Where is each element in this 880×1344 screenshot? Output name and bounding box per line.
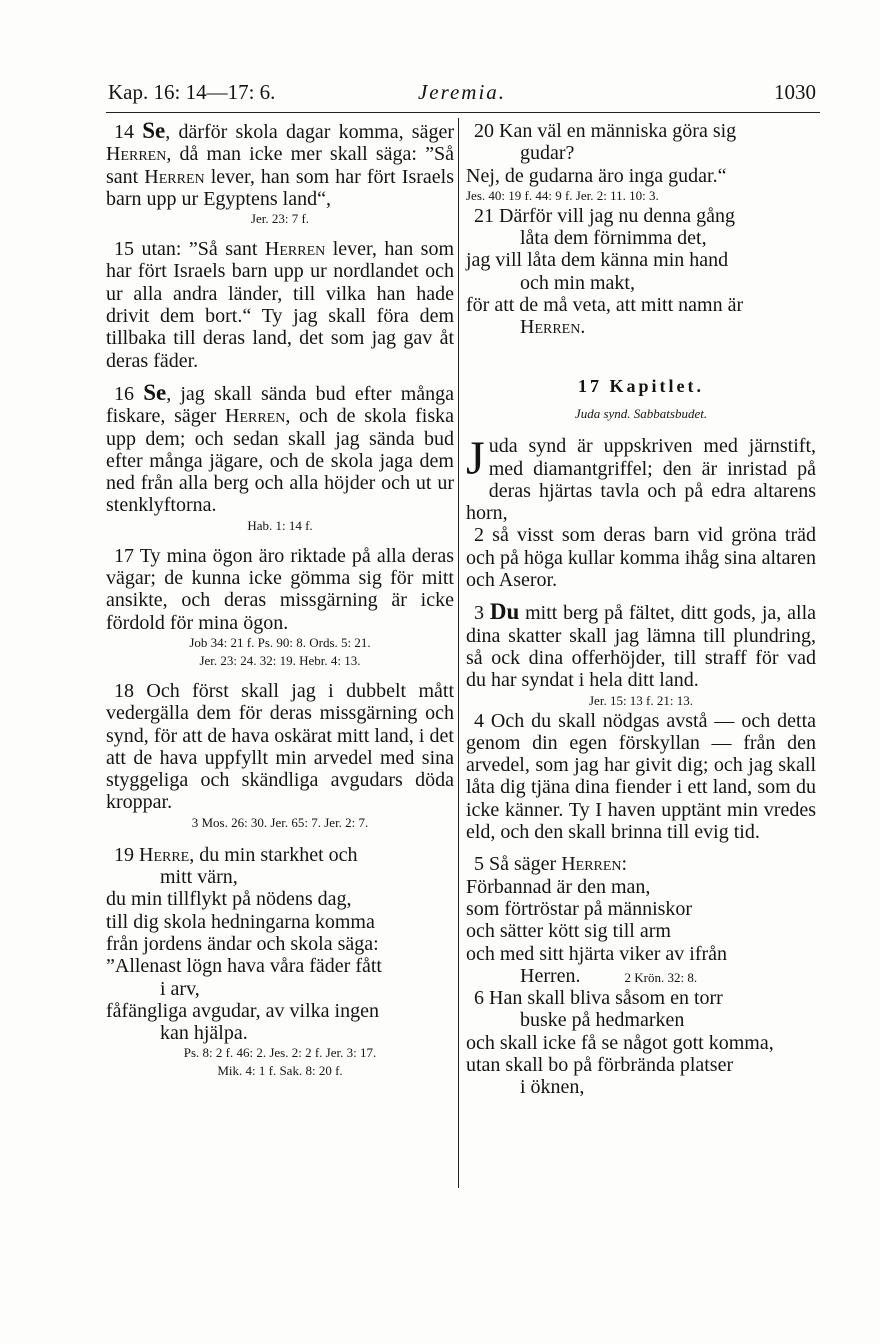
poem-line: i arv,	[160, 977, 200, 1000]
verse-19: 19 Herre, du min starkhet och mitt värn, du min tillflykt på nödens dag, till dig skola hedningarna komma från jordens ändar och skola säga: ”Allenast lögn hava våra fäder fått i arv, fåfängliga avgudar, av vilka ingen kan hjälpa.	[106, 844, 454, 1045]
verse-6: 6 Han skall bliva såsom en torr buske på hedmarken och skall icke få se något gott komma, utan skall bo på förbrända platser i öknen,	[466, 987, 774, 1099]
verse-16: 16 Se, jag skall sända bud efter många fiskare, säger Herren, och de skola fiska upp dem; och sedan skall jag sända bud efter många jägare, och de skola jaga dem ned från alla berg och alla höjder och ut ur stenklyftorna.	[106, 379, 454, 517]
poem-line: mitt värn,	[160, 866, 238, 889]
cross-reference: Hab. 1: 14 f.	[247, 517, 313, 533]
drop-cap: J	[466, 432, 485, 486]
page-header	[108, 80, 816, 110]
verse-15: 15 utan: ”Så sant Herren lever, han som har fört Israels barn upp ur nordlandet och ur alla andra länder, till vilka han hade drivit dem bort.“ Ty jag skall föra dem tillbaka till deras land, det som jag gav åt deras fäder.	[106, 238, 454, 372]
verse-5: 5 Så säger Herren: Förbannad är den man, som förtröstar på människor och sätter kött sig till arm och med sitt hjärta viker av ifrån Herren. 2 Krön. 32: 8.	[466, 853, 728, 987]
cross-reference: 3 Mos. 26: 30. Jer. 65: 7. Jer. 2: 7.	[191, 814, 369, 830]
poem-line: ”Allenast lögn hava våra fäder fått	[106, 955, 382, 978]
cross-reference: 2 Krön. 32: 8.	[624, 969, 698, 985]
book-title: Jeremia.	[417, 80, 507, 104]
right-column	[466, 120, 816, 1099]
verse-20: 20 Kan väl en människa göra sig gudar? Nej, de gudarna äro inga gudar.“	[466, 120, 737, 187]
cross-reference: Job 34: 21 f. Ps. 90: 8. Ords. 5: 21.	[189, 634, 371, 650]
verse-3: 3 Du mitt berg på fältet, ditt gods, ja, alla dina skatter skall jag lämna till plundring, så ock dina offerhöjder, till straff för vad du har syndat i hela ditt land.	[466, 599, 817, 692]
chapter-summary: Juda synd. Sabbatsbudet.	[574, 405, 708, 421]
poem-line: du min tillflykt på nödens dag,	[106, 888, 352, 911]
cross-reference: Mik. 4: 1 f. Sak. 8: 20 f.	[217, 1063, 343, 1079]
cross-reference: Jer. 23: 24. 32: 19. Hebr. 4: 13.	[199, 652, 361, 668]
header-rule	[106, 112, 820, 113]
verse-18: 18 Och först skall jag i dubbelt mått vedergälla dem för deras missgärning och synd, för att de hava oskärat mitt land, i det att de hava uppfyllt min arvedel med sina styggeliga och skändliga avgudars döda kroppar.	[106, 679, 454, 814]
cross-reference: Jes. 40: 19 f. 44: 9 f. Jer. 2: 11. 10: 3.	[466, 187, 659, 203]
verse-2: 2 så visst som deras barn vid gröna träd och på höga kullar komma ihåg sina altaren och Aseror.	[466, 524, 816, 592]
left-column	[106, 120, 454, 1080]
cross-reference: Jer. 23: 7 f.	[250, 211, 310, 227]
verse-14: 14 Se, därför skola dagar komma, säger Herren, då man icke mer skall säga: ”Så sant Herren lever, han som har fört Israels barn upp ur Egyptens land“,	[106, 118, 454, 210]
poem-line: till dig skola hedningarna komma	[106, 910, 375, 933]
chapter-heading: 17 Kapitlet.	[578, 375, 704, 396]
poem-line: fåfängliga avgudar, av vilka ingen	[106, 999, 379, 1022]
verse-4: 4 Och du skall nödgas avstå — och detta genom din egen förskyllan — från den arvedel, som jag har givit dig; och jag skall låta dig tjäna dina fiender i ett land, som du icke känner. Ty I haven upptänt min vredes eld, och den skall brinna till evig tid.	[466, 709, 816, 844]
column-divider	[458, 118, 459, 1188]
page-number: 1030	[774, 80, 816, 104]
poem-line: kan hjälpa.	[160, 1022, 248, 1045]
cross-reference: Jer. 15: 13 f. 21: 13.	[589, 692, 693, 708]
verse-21: 21 Därför vill jag nu denna gång låta dem förnimma det, jag vill låta dem känna min hand och min makt, för att de må veta, att mitt namn är Herren.	[466, 204, 744, 339]
cross-reference: Ps. 8: 2 f. 46: 2. Jes. 2: 2 f. Jer. 3: 17.	[183, 1045, 377, 1061]
chapter-range: Kap. 16: 14—17: 6.	[108, 80, 276, 104]
verse-17: 17 Ty mina ögon äro riktade på alla deras vägar; de kunna icke gömma sig för mitt ansikte, och deras missgärning är icke fördold för mina ögon.	[106, 544, 454, 634]
poem-line: från jordens ändar och skola säga:	[106, 932, 379, 955]
verse-1: Juda synd är uppskriven med järnstift, med diamantgriffel; den är inristad på deras hjärtas tavla och på edra altarens horn,	[466, 432, 816, 525]
